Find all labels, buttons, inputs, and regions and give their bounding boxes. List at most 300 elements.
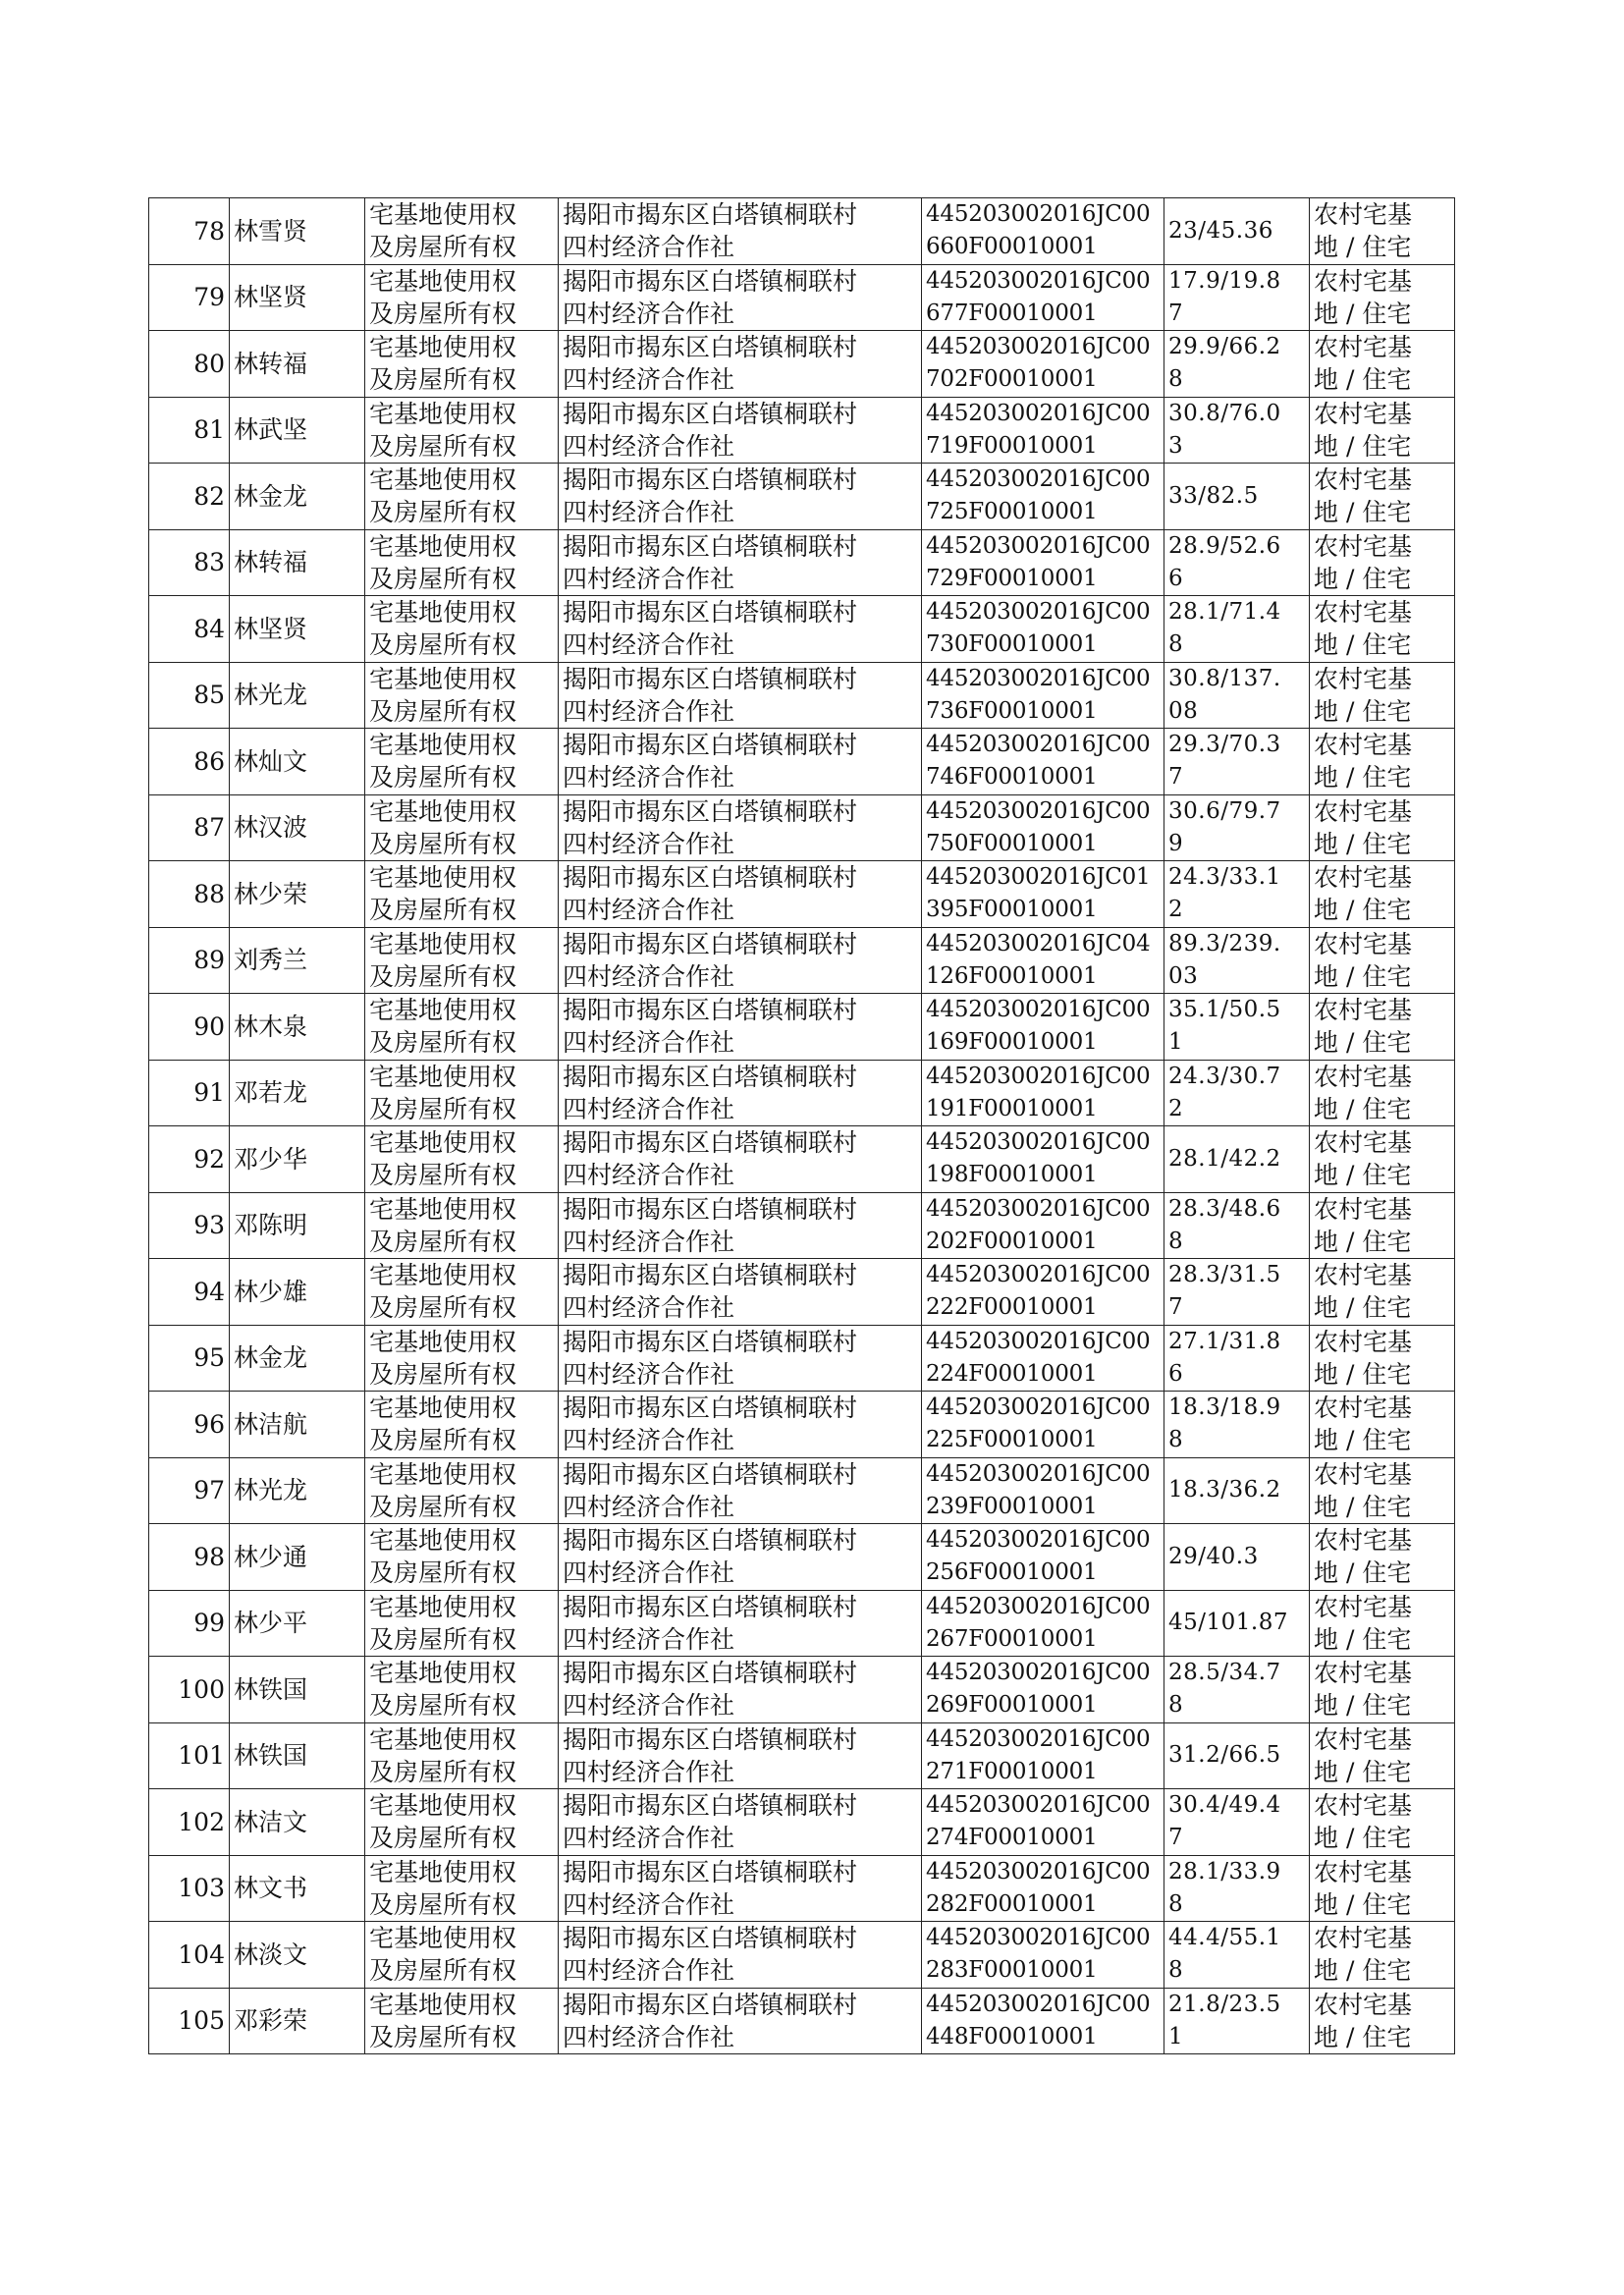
- property-code-cell-line: 445203002016JC00: [926, 1195, 1151, 1222]
- location-cell-line: 四村经济合作社: [563, 564, 735, 593]
- land-use-cell: [1310, 1590, 1455, 1657]
- land-use-cell-line: 农村宅基: [1314, 531, 1413, 561]
- land-use-cell-line: 农村宅基: [1314, 1659, 1413, 1688]
- area-cell: [1164, 1325, 1310, 1392]
- location-cell-line: 四村经济合作社: [563, 829, 735, 858]
- land-use-cell-line: 农村宅基: [1314, 333, 1413, 362]
- right-type-cell: [365, 397, 559, 464]
- table-row: [149, 927, 1455, 994]
- right-type-cell-line: 及房屋所有权: [369, 1293, 517, 1323]
- land-use-cell-line: 地 / 住宅: [1314, 763, 1412, 792]
- location-cell: [559, 1325, 922, 1392]
- area-cell-line: 03: [1168, 962, 1199, 989]
- location-cell: [559, 662, 922, 729]
- property-code-cell-line: 445203002016JC00: [926, 599, 1151, 626]
- property-code-cell-line: 445203002016JC00: [926, 997, 1151, 1023]
- area-cell-line: 30.4/49.4: [1168, 1792, 1281, 1819]
- table-row: [149, 729, 1455, 795]
- area-cell-line: 8: [1168, 1427, 1184, 1453]
- right-type-cell-line: 及房屋所有权: [369, 1492, 517, 1521]
- area-cell: [1164, 1922, 1310, 1989]
- right-type-cell-line: 及房屋所有权: [369, 1824, 517, 1853]
- property-code-cell-line: 750F00010001: [926, 830, 1098, 856]
- area-cell-line: 08: [1168, 697, 1199, 724]
- right-type-cell: [365, 1259, 559, 1326]
- area-cell: [1164, 1988, 1310, 2054]
- area-cell-line: 31.2/66.5: [1168, 1742, 1281, 1769]
- table-row: [149, 1325, 1455, 1392]
- property-code-cell-line: 222F00010001: [926, 1294, 1098, 1321]
- table-row: [149, 198, 1455, 265]
- location-cell-line: 四村经济合作社: [563, 1558, 735, 1588]
- right-type-cell: [365, 794, 559, 861]
- right-type-cell-line: 及房屋所有权: [369, 365, 517, 395]
- right-type-cell-line: 及房屋所有权: [369, 1094, 517, 1123]
- row-number-cell: 103: [149, 1855, 230, 1922]
- area-cell: [1164, 994, 1310, 1061]
- right-type-cell-line: 宅基地使用权: [369, 1526, 517, 1556]
- location-cell-line: 揭阳市揭东区白塔镇桐联村: [563, 1659, 858, 1688]
- area-cell: [1164, 1722, 1310, 1789]
- row-number-cell: 105: [149, 1988, 230, 2054]
- right-type-cell-line: 及房屋所有权: [369, 1426, 517, 1455]
- property-code-cell: [922, 729, 1164, 795]
- area-cell-line: 1: [1168, 1029, 1184, 1056]
- area-cell: [1164, 927, 1310, 994]
- area-cell-line: 2: [1168, 1095, 1184, 1121]
- area-cell-line: 2: [1168, 897, 1184, 923]
- location-cell: [559, 1855, 922, 1922]
- right-type-cell-line: 宅基地使用权: [369, 1128, 517, 1158]
- owner-name-cell: 林少雄: [230, 1259, 365, 1326]
- location-cell: [559, 1722, 922, 1789]
- row-number-cell: 101: [149, 1722, 230, 1789]
- property-code-cell-line: 198F00010001: [926, 1162, 1098, 1188]
- property-code-cell-line: 239F00010001: [926, 1493, 1098, 1519]
- table-row: [149, 331, 1455, 398]
- right-type-cell-line: 及房屋所有权: [369, 1956, 517, 1986]
- row-number-cell: 96: [149, 1392, 230, 1458]
- right-type-cell-line: 及房屋所有权: [369, 829, 517, 858]
- land-use-cell: [1310, 397, 1455, 464]
- property-code-cell-line: 445203002016JC00: [926, 1328, 1151, 1354]
- area-cell-line: 23/45.36: [1168, 217, 1273, 244]
- land-use-cell-line: 地 / 住宅: [1314, 1624, 1412, 1654]
- area-cell-line: 8: [1168, 1692, 1184, 1719]
- land-use-cell-line: 农村宅基: [1314, 929, 1413, 958]
- property-code-cell-line: 445203002016JC00: [926, 1460, 1151, 1487]
- area-cell: [1164, 1590, 1310, 1657]
- row-number-cell: 81: [149, 397, 230, 464]
- right-type-cell-line: 宅基地使用权: [369, 333, 517, 362]
- location-cell-line: 揭阳市揭东区白塔镇桐联村: [563, 1459, 858, 1489]
- land-use-cell: [1310, 529, 1455, 596]
- owner-name-cell: 林光龙: [230, 1457, 365, 1524]
- right-type-cell-line: 及房屋所有权: [369, 564, 517, 593]
- right-type-cell-line: 及房屋所有权: [369, 1359, 517, 1389]
- right-type-cell: [365, 1922, 559, 1989]
- right-type-cell-line: 及房屋所有权: [369, 1691, 517, 1721]
- property-code-cell-line: 702F00010001: [926, 366, 1098, 393]
- right-type-cell-line: 及房屋所有权: [369, 1161, 517, 1190]
- right-type-cell: [365, 198, 559, 265]
- right-type-cell: [365, 1855, 559, 1922]
- owner-name-cell: 林少通: [230, 1524, 365, 1591]
- right-type-cell-line: 宅基地使用权: [369, 465, 517, 495]
- right-type-cell: [365, 1192, 559, 1259]
- property-code-cell-line: 126F00010001: [926, 962, 1098, 989]
- land-use-cell-line: 地 / 住宅: [1314, 1492, 1412, 1521]
- property-code-cell: [922, 596, 1164, 663]
- land-use-cell-line: 地 / 住宅: [1314, 1956, 1412, 1986]
- property-code-cell-line: 445203002016JC00: [926, 1725, 1151, 1752]
- right-type-cell-line: 及房屋所有权: [369, 1028, 517, 1058]
- right-type-cell-line: 及房屋所有权: [369, 299, 517, 328]
- right-type-cell-line: 宅基地使用权: [369, 1393, 517, 1423]
- property-code-cell-line: 256F00010001: [926, 1559, 1098, 1586]
- right-type-cell-line: 宅基地使用权: [369, 731, 517, 760]
- area-cell: [1164, 1457, 1310, 1524]
- area-cell-line: 1: [1168, 2023, 1184, 2049]
- row-number-cell: 91: [149, 1060, 230, 1126]
- right-type-cell: [365, 331, 559, 398]
- right-type-cell-line: 及房屋所有权: [369, 1757, 517, 1786]
- property-code-cell-line: 445203002016JC00: [926, 1129, 1151, 1156]
- location-cell-line: 揭阳市揭东区白塔镇桐联村: [563, 399, 858, 428]
- area-cell-line: 24.3/33.1: [1168, 864, 1281, 891]
- property-code-cell-line: 746F00010001: [926, 764, 1098, 791]
- property-code-cell-line: 677F00010001: [926, 300, 1098, 326]
- area-cell-line: 28.5/34.7: [1168, 1660, 1281, 1686]
- property-code-cell: [922, 1524, 1164, 1591]
- owner-name-cell: 刘秀兰: [230, 927, 365, 994]
- land-use-cell-line: 农村宅基: [1314, 266, 1413, 296]
- location-cell-line: 揭阳市揭东区白塔镇桐联村: [563, 200, 858, 230]
- table-row: [149, 397, 1455, 464]
- location-cell-line: 揭阳市揭东区白塔镇桐联村: [563, 1791, 858, 1821]
- area-cell: [1164, 331, 1310, 398]
- property-code-cell: [922, 529, 1164, 596]
- area-cell-line: 44.4/55.1: [1168, 1925, 1281, 1951]
- right-type-cell-line: 及房屋所有权: [369, 2022, 517, 2051]
- owner-name-cell: 林铁国: [230, 1657, 365, 1723]
- location-cell-line: 四村经济合作社: [563, 896, 735, 925]
- right-type-cell: [365, 994, 559, 1061]
- location-cell-line: 揭阳市揭东区白塔镇桐联村: [563, 1194, 858, 1224]
- right-type-cell-line: 宅基地使用权: [369, 1459, 517, 1489]
- table-row: [149, 1988, 1455, 2054]
- right-type-cell-line: 宅基地使用权: [369, 598, 517, 628]
- property-code-cell-line: 445203002016JC00: [926, 334, 1151, 360]
- land-use-cell: [1310, 1789, 1455, 1856]
- property-code-cell: [922, 1722, 1164, 1789]
- row-number-cell: 98: [149, 1524, 230, 1591]
- right-type-cell: [365, 662, 559, 729]
- land-use-cell-line: 农村宅基: [1314, 1393, 1413, 1423]
- owner-name-cell: 林金龙: [230, 1325, 365, 1392]
- land-use-cell-line: 农村宅基: [1314, 1791, 1413, 1821]
- location-cell-line: 四村经济合作社: [563, 1094, 735, 1123]
- right-type-cell-line: 宅基地使用权: [369, 664, 517, 693]
- table-row: [149, 1789, 1455, 1856]
- property-code-cell: [922, 1457, 1164, 1524]
- location-cell: [559, 1457, 922, 1524]
- property-code-cell-line: 729F00010001: [926, 565, 1098, 591]
- location-cell-line: 揭阳市揭东区白塔镇桐联村: [563, 731, 858, 760]
- area-cell-line: 8: [1168, 631, 1184, 658]
- area-cell-line: 9: [1168, 830, 1184, 856]
- property-code-cell: [922, 1789, 1164, 1856]
- area-cell: [1164, 662, 1310, 729]
- right-type-cell-line: 宅基地使用权: [369, 863, 517, 893]
- table-row: [149, 861, 1455, 928]
- location-cell: [559, 1524, 922, 1591]
- land-use-cell-line: 地 / 住宅: [1314, 1824, 1412, 1853]
- owner-name-cell: 林淡文: [230, 1922, 365, 1989]
- area-cell-line: 8: [1168, 1957, 1184, 1984]
- land-use-cell-line: 地 / 住宅: [1314, 829, 1412, 858]
- right-type-cell-line: 宅基地使用权: [369, 1990, 517, 2019]
- property-code-cell: [922, 1657, 1164, 1723]
- right-type-cell: [365, 729, 559, 795]
- land-use-cell-line: 农村宅基: [1314, 1990, 1413, 2019]
- row-number-cell: 102: [149, 1789, 230, 1856]
- land-use-cell: [1310, 1922, 1455, 1989]
- location-cell-line: 四村经济合作社: [563, 431, 735, 461]
- land-use-cell: [1310, 464, 1455, 530]
- row-number-cell: 100: [149, 1657, 230, 1723]
- right-type-cell: [365, 1457, 559, 1524]
- owner-name-cell: 林转福: [230, 529, 365, 596]
- owner-name-cell: 林铁国: [230, 1722, 365, 1789]
- row-number-cell: 78: [149, 198, 230, 265]
- location-cell: [559, 729, 922, 795]
- right-type-cell-line: 宅基地使用权: [369, 531, 517, 561]
- location-cell: [559, 464, 922, 530]
- property-code-cell: [922, 264, 1164, 331]
- land-use-cell-line: 地 / 住宅: [1314, 365, 1412, 395]
- row-number-cell: 93: [149, 1192, 230, 1259]
- area-cell-line: 18.3/18.9: [1168, 1394, 1281, 1421]
- land-use-cell-line: 农村宅基: [1314, 1724, 1413, 1754]
- land-use-cell: [1310, 1457, 1455, 1524]
- land-use-cell-line: 地 / 住宅: [1314, 564, 1412, 593]
- right-type-cell-line: 宅基地使用权: [369, 1062, 517, 1091]
- owner-name-cell: 林转福: [230, 331, 365, 398]
- area-cell-line: 29.9/66.2: [1168, 334, 1281, 360]
- row-number-cell: 92: [149, 1126, 230, 1193]
- property-code-cell: [922, 927, 1164, 994]
- area-cell-line: 29/40.3: [1168, 1543, 1259, 1569]
- property-code-cell-line: 445203002016JC00: [926, 665, 1151, 691]
- land-use-cell-line: 农村宅基: [1314, 399, 1413, 428]
- property-code-cell-line: 169F00010001: [926, 1029, 1098, 1056]
- row-number-cell: 87: [149, 794, 230, 861]
- right-type-cell: [365, 1126, 559, 1193]
- right-type-cell-line: 及房屋所有权: [369, 431, 517, 461]
- property-code-cell-line: 224F00010001: [926, 1360, 1098, 1387]
- right-type-cell: [365, 1325, 559, 1392]
- land-use-cell-line: 地 / 住宅: [1314, 498, 1412, 527]
- property-code-cell-line: 725F00010001: [926, 499, 1098, 525]
- land-use-cell-line: 农村宅基: [1314, 1128, 1413, 1158]
- table-row: [149, 994, 1455, 1061]
- location-cell: [559, 529, 922, 596]
- property-code-cell-line: 202F00010001: [926, 1228, 1098, 1254]
- right-type-cell: [365, 264, 559, 331]
- right-type-cell: [365, 1722, 559, 1789]
- right-type-cell: [365, 529, 559, 596]
- property-code-cell-line: 271F00010001: [926, 1758, 1098, 1784]
- area-cell-line: 7: [1168, 300, 1184, 326]
- owner-name-cell: 邓彩荣: [230, 1988, 365, 2054]
- property-code-cell: [922, 464, 1164, 530]
- land-use-cell-line: 地 / 住宅: [1314, 630, 1412, 660]
- land-use-cell: [1310, 861, 1455, 928]
- location-cell-line: 四村经济合作社: [563, 1161, 735, 1190]
- area-cell: [1164, 729, 1310, 795]
- owner-name-cell: 林洁航: [230, 1392, 365, 1458]
- right-type-cell: [365, 1988, 559, 2054]
- property-code-cell-line: 445203002016JC00: [926, 466, 1151, 493]
- right-type-cell-line: 宅基地使用权: [369, 1261, 517, 1290]
- area-cell-line: 18.3/36.2: [1168, 1477, 1281, 1503]
- area-cell-line: 7: [1168, 1294, 1184, 1321]
- property-code-cell-line: 225F00010001: [926, 1427, 1098, 1453]
- land-use-cell: [1310, 1192, 1455, 1259]
- area-cell: [1164, 1126, 1310, 1193]
- area-cell-line: 3: [1168, 432, 1184, 459]
- location-cell: [559, 1392, 922, 1458]
- land-use-cell-line: 农村宅基: [1314, 598, 1413, 628]
- property-code-cell: [922, 397, 1164, 464]
- property-code-cell: [922, 1855, 1164, 1922]
- area-cell: [1164, 397, 1310, 464]
- owner-name-cell: 林武坚: [230, 397, 365, 464]
- land-use-cell-line: 地 / 住宅: [1314, 1426, 1412, 1455]
- table-row: [149, 529, 1455, 596]
- area-cell: [1164, 1657, 1310, 1723]
- land-use-cell: [1310, 1259, 1455, 1326]
- property-code-cell-line: 445203002016JC00: [926, 201, 1151, 228]
- land-use-cell-line: 农村宅基: [1314, 200, 1413, 230]
- location-cell-line: 四村经济合作社: [563, 1889, 735, 1919]
- right-type-cell-line: 及房屋所有权: [369, 1889, 517, 1919]
- land-use-cell-line: 地 / 住宅: [1314, 896, 1412, 925]
- land-use-cell: [1310, 1126, 1455, 1193]
- location-cell-line: 揭阳市揭东区白塔镇桐联村: [563, 1924, 858, 1953]
- location-cell-line: 四村经济合作社: [563, 365, 735, 395]
- land-use-cell: [1310, 198, 1455, 265]
- location-cell-line: 四村经济合作社: [563, 1824, 735, 1853]
- land-use-cell-line: 地 / 住宅: [1314, 1161, 1412, 1190]
- location-cell-line: 揭阳市揭东区白塔镇桐联村: [563, 664, 858, 693]
- area-cell-line: 28.1/33.9: [1168, 1858, 1281, 1885]
- property-code-cell: [922, 1126, 1164, 1193]
- table-row: [149, 1590, 1455, 1657]
- land-use-cell-line: 地 / 住宅: [1314, 696, 1412, 726]
- right-type-cell-line: 及房屋所有权: [369, 630, 517, 660]
- right-type-cell: [365, 861, 559, 928]
- land-use-cell: [1310, 662, 1455, 729]
- area-cell-line: 89.3/239.: [1168, 930, 1281, 956]
- property-code-cell: [922, 662, 1164, 729]
- property-code-cell: [922, 1392, 1164, 1458]
- location-cell-line: 揭阳市揭东区白塔镇桐联村: [563, 266, 858, 296]
- table-row: [149, 1126, 1455, 1193]
- location-cell-line: 四村经济合作社: [563, 1426, 735, 1455]
- land-use-cell-line: 地 / 住宅: [1314, 1359, 1412, 1389]
- location-cell: [559, 596, 922, 663]
- right-type-cell-line: 及房屋所有权: [369, 961, 517, 991]
- right-type-cell-line: 宅基地使用权: [369, 1327, 517, 1356]
- area-cell-line: 30.8/76.0: [1168, 400, 1281, 426]
- location-cell-line: 揭阳市揭东区白塔镇桐联村: [563, 531, 858, 561]
- area-cell-line: 28.1/71.4: [1168, 599, 1281, 626]
- table-row: [149, 794, 1455, 861]
- location-cell-line: 四村经济合作社: [563, 1691, 735, 1721]
- area-cell-line: 35.1/50.5: [1168, 997, 1281, 1023]
- land-use-cell-line: 地 / 住宅: [1314, 1757, 1412, 1786]
- location-cell-line: 揭阳市揭东区白塔镇桐联村: [563, 1592, 858, 1621]
- location-cell: [559, 794, 922, 861]
- area-cell: [1164, 1789, 1310, 1856]
- row-number-cell: 83: [149, 529, 230, 596]
- location-cell-line: 四村经济合作社: [563, 1492, 735, 1521]
- row-number-cell: 99: [149, 1590, 230, 1657]
- land-use-cell: [1310, 596, 1455, 663]
- location-cell-line: 四村经济合作社: [563, 1293, 735, 1323]
- location-cell-line: 揭阳市揭东区白塔镇桐联村: [563, 1724, 858, 1754]
- land-use-cell-line: 地 / 住宅: [1314, 299, 1412, 328]
- land-use-cell-line: 农村宅基: [1314, 1194, 1413, 1224]
- row-number-cell: 97: [149, 1457, 230, 1524]
- location-cell-line: 四村经济合作社: [563, 498, 735, 527]
- property-code-cell-line: 445203002016JC00: [926, 1991, 1151, 2017]
- table-row: [149, 1524, 1455, 1591]
- location-cell-line: 揭阳市揭东区白塔镇桐联村: [563, 1393, 858, 1423]
- owner-name-cell: 邓若龙: [230, 1060, 365, 1126]
- property-code-cell-line: 269F00010001: [926, 1692, 1098, 1719]
- right-type-cell-line: 及房屋所有权: [369, 696, 517, 726]
- right-type-cell-line: 宅基地使用权: [369, 266, 517, 296]
- table-row: [149, 1855, 1455, 1922]
- property-code-cell-line: 730F00010001: [926, 631, 1098, 658]
- property-code-cell: [922, 1060, 1164, 1126]
- land-use-cell: [1310, 331, 1455, 398]
- land-use-cell-line: 农村宅基: [1314, 1526, 1413, 1556]
- property-code-cell-line: 445203002016JC00: [926, 400, 1151, 426]
- location-cell-line: 四村经济合作社: [563, 1624, 735, 1654]
- location-cell-line: 揭阳市揭东区白塔镇桐联村: [563, 1261, 858, 1290]
- table-row: [149, 1722, 1455, 1789]
- land-use-cell: [1310, 1060, 1455, 1126]
- right-type-cell-line: 宅基地使用权: [369, 200, 517, 230]
- location-cell: [559, 1789, 922, 1856]
- right-type-cell: [365, 596, 559, 663]
- area-cell: [1164, 1855, 1310, 1922]
- area-cell: [1164, 264, 1310, 331]
- owner-name-cell: 林少荣: [230, 861, 365, 928]
- area-cell-line: 8: [1168, 1890, 1184, 1917]
- owner-name-cell: 林雪贤: [230, 198, 365, 265]
- land-use-cell: [1310, 1855, 1455, 1922]
- row-number-cell: 84: [149, 596, 230, 663]
- area-cell-line: 30.6/79.7: [1168, 797, 1281, 824]
- row-number-cell: 80: [149, 331, 230, 398]
- area-cell: [1164, 529, 1310, 596]
- property-code-cell: [922, 794, 1164, 861]
